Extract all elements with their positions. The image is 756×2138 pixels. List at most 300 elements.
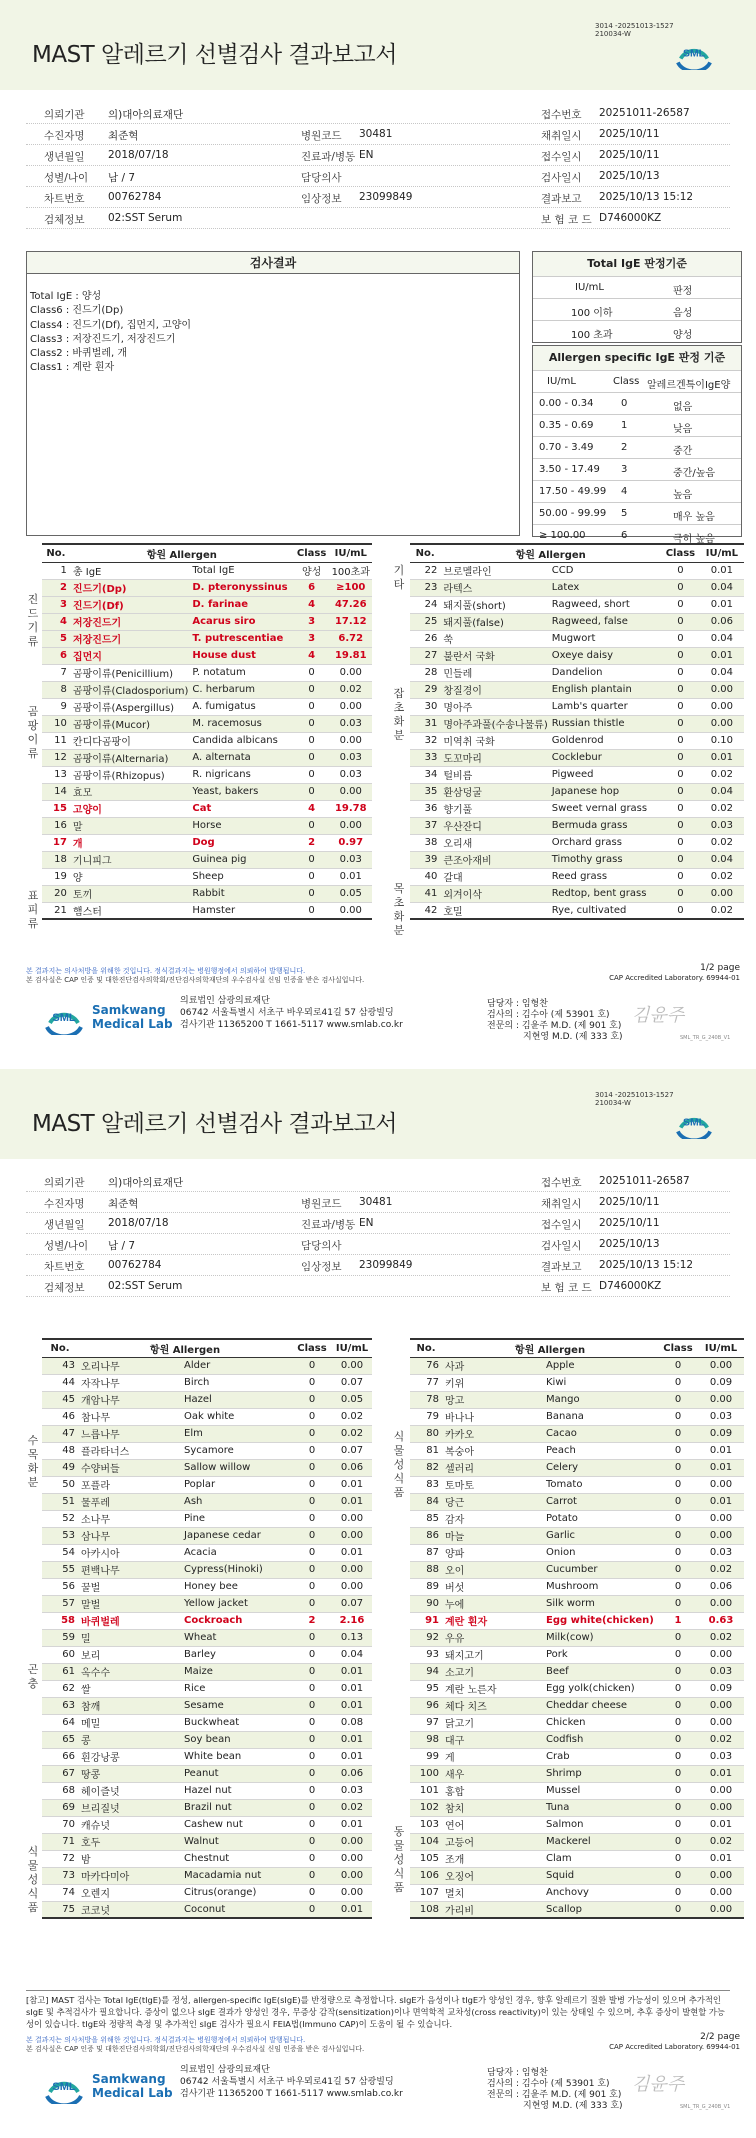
allergen-en: Cacao [544,1425,658,1442]
allergen-kr: 곰팡이류(Rhizopus) [70,766,190,783]
total-ige-criteria: Total IgE 판정기준 IU/mL 판정 100 이하 음성 100 초과 양성 [532,251,742,343]
allergen-kr: 누에 [442,1595,544,1612]
allergen-class: 0 [661,783,700,800]
allergen-no: 34 [410,766,440,783]
allergen-no: 71 [42,1833,78,1850]
info-value: 2025/10/11 [599,1217,660,1229]
table-row [42,630,372,647]
allergen-class: 0 [658,1595,698,1612]
allergen-kr: 라텍스 [440,579,549,596]
info-value: 2025/10/13 15:12 [599,1259,694,1271]
allergen-no: 37 [410,817,440,834]
allergen-en: Hazel nut [182,1782,292,1799]
allergen-kr: 마카다미아 [78,1867,182,1884]
allergen-class: 2 [292,1612,332,1629]
allergen-kr: 플라타너스 [78,1442,182,1459]
allergen-iu: 0.00 [330,902,372,919]
allergen-class: 0 [658,1680,698,1697]
allergen-no: 39 [410,851,440,868]
allergen-no: 106 [410,1867,442,1884]
table-row [42,1544,372,1561]
allergen-en: Candida albicans [190,732,293,749]
allergen-no: 18 [42,851,70,868]
allergen-no: 17 [42,834,70,851]
allergen-class: 0 [292,1714,332,1731]
allergen-iu: 0.02 [698,1629,744,1646]
allergen-class: 0 [661,647,700,664]
table-row [410,613,744,630]
info-value: 2025/10/11 [599,149,660,161]
allergen-iu: 0.01 [700,749,744,766]
allergen-class: 0 [292,1442,332,1459]
info-value: D746000KZ [599,1280,662,1292]
allergen-en: Rye, cultivated [550,902,661,919]
allergen-iu: 0.02 [700,902,744,919]
table-row [410,562,744,579]
allergen-kr: 명아주 [440,698,549,715]
allergen-kr: 사과 [442,1357,544,1374]
allergen-iu: 0.01 [698,1850,744,1867]
allergen-iu: 0.03 [330,766,372,783]
table-row [42,1799,372,1816]
table-row [42,1867,372,1884]
allergen-kr: 갈대 [440,868,549,885]
info-label: 수진자명 [44,130,85,142]
table-row [410,681,744,698]
criteria-row: 0.00 - 0.34 0 없음 [533,392,741,414]
page-number: 2/2 page [700,2032,740,2042]
allergen-kr: 집먼지 [70,647,190,664]
allergen-class: 0 [661,851,700,868]
allergen-en: Shrimp [544,1765,658,1782]
allergen-iu: 0.05 [332,1391,372,1408]
patient-info [26,1171,730,1297]
criteria-row: 100 초과 양성 [533,320,741,342]
criteria-row: ≥ 100.00 6 극히 높음 [533,524,741,546]
allergen-kr: 저장진드기 [70,613,190,630]
allergen-kr: 옥수수 [78,1663,182,1680]
allergen-no: 52 [42,1510,78,1527]
report-code: 3014 -20251013-1527 210034-W [595,1091,674,1107]
allergen-kr: 땅콩 [78,1765,182,1782]
table-header-row [410,544,744,562]
allergen-en: Egg yolk(chicken) [544,1680,658,1697]
allergen-kr: 버섯 [442,1578,544,1595]
allergen-iu: 0.04 [332,1646,372,1663]
allergen-iu: 0.00 [332,1884,372,1901]
table-row [42,885,372,902]
allergen-no: 87 [410,1544,442,1561]
table-row [42,1578,372,1595]
allergen-class: 0 [658,1816,698,1833]
allergen-no: 90 [410,1595,442,1612]
allergen-kr: 망고 [442,1391,544,1408]
allergen-class: 0 [658,1850,698,1867]
table-row [42,817,372,834]
allergen-class: 1 [658,1612,698,1629]
result-line: Class1 : 계란 흰자 [30,362,115,374]
allergen-kr: 오렌지 [78,1884,182,1901]
allergen-class: 0 [294,681,330,698]
allergen-kr: 오이 [442,1561,544,1578]
allergen-iu: 0.01 [332,1476,372,1493]
allergen-no: 51 [42,1493,78,1510]
table-row [42,1714,372,1731]
allergen-kr: 햄스터 [70,902,190,919]
allergen-iu: 0.01 [332,1493,372,1510]
allergen-no: 26 [410,630,440,647]
allergen-iu: 0.00 [698,1510,744,1527]
allergen-kr: 호밀 [440,902,549,919]
group-label: 식물성식품 [27,1845,39,1914]
allergen-iu: 0.00 [698,1697,744,1714]
allergen-class: 0 [292,1748,332,1765]
signature: 김윤주 [632,1005,685,1026]
allergen-kr: 곰팡이류(Aspergillus) [70,698,190,715]
info-label: 검사일시 [541,172,582,184]
allergen-kr: 돼지고기 [442,1646,544,1663]
group-label: 동물성식품 [393,1825,405,1894]
allergen-no: 33 [410,749,440,766]
table-row [410,766,744,783]
allergen-iu: 0.00 [332,1833,372,1850]
table-row [42,579,372,596]
table-row [410,817,744,834]
svg-text:SML: SML [683,1117,705,1129]
allergen-kr: 향기풀 [440,800,549,817]
allergen-no: 64 [42,1714,78,1731]
allergen-kr: 명아주과풀(수송나물류) [440,715,549,732]
info-label: 결과보고 [541,193,582,205]
allergen-en: Ragweed, false [550,613,661,630]
table-row [42,1629,372,1646]
allergen-class: 3 [294,613,330,630]
col-iu: IU/mL [700,544,744,562]
allergen-en: Scallop [544,1901,658,1918]
allergen-class: 0 [292,1680,332,1697]
lab-address: 의료법인 삼광의료재단 06742 서울특별시 서초구 바우뫼로41길 57 삼광빌딩 검사기관 11365200 T 1661-5117 www.smlab.co.kr [180,996,403,1030]
allergen-no: 29 [410,681,440,698]
allergen-no: 27 [410,647,440,664]
allergen-en: Japanese cedar [182,1527,292,1544]
table-row [410,834,744,851]
info-label: 생년월일 [44,1219,85,1231]
table-row [410,868,744,885]
table-header-row [42,544,372,562]
allergen-kr: 미역취 국화 [440,732,549,749]
info-value: EN [359,1217,374,1229]
info-value: 2025/10/13 [599,1238,660,1250]
allergen-no: 94 [410,1663,442,1680]
allergen-no: 49 [42,1459,78,1476]
table-row [410,902,744,919]
allergen-class: 0 [658,1578,698,1595]
info-label: 접수일시 [541,1219,582,1231]
allergen-no: 11 [42,732,70,749]
report-title: MAST 알레르기 선별검사 결과보고서 [32,1111,397,1137]
info-value: 02:SST Serum [108,1280,183,1292]
allergen-class: 0 [292,1374,332,1391]
allergen-en: Goldenrod [550,732,661,749]
allergen-en: Cat [190,800,293,817]
allergen-no: 50 [42,1476,78,1493]
allergen-no: 74 [42,1884,78,1901]
allergen-table [410,543,744,920]
allergen-en: Beef [544,1663,658,1680]
allergen-en: Poplar [182,1476,292,1493]
allergen-iu: 0.02 [698,1561,744,1578]
col-no: No. [42,1339,78,1357]
patient-info [26,103,730,229]
allergen-en: Chicken [544,1714,658,1731]
allergen-iu: 0.00 [332,1561,372,1578]
table-row [410,732,744,749]
allergen-iu: 0.00 [700,715,744,732]
table-row [410,1510,744,1527]
table-row [42,1850,372,1867]
allergen-no: 28 [410,664,440,681]
allergen-no: 63 [42,1697,78,1714]
allergen-iu: 0.03 [330,715,372,732]
allergen-class: 0 [294,851,330,868]
allergen-no: 95 [410,1680,442,1697]
table-row [410,1765,744,1782]
allergen-table [410,1338,744,1919]
allergen-en: Garlic [544,1527,658,1544]
allergen-iu: 0.01 [332,1663,372,1680]
info-label: 수진자명 [44,1198,85,1210]
allergen-kr: 콩 [78,1731,182,1748]
page-number: 1/2 page [700,963,740,973]
allergen-en: Mussel [544,1782,658,1799]
allergen-en: Maize [182,1663,292,1680]
allergen-en: R. nigricans [190,766,293,783]
disclaimer: 본 결과지는 의사처방을 위해한 것입니다. 정식결과지는 병원행정에서 의뢰하여 발행됩니다. 본 검사실은 CAP 인증 및 대한진단검사의학회/진단검사의학재단의 우수검사실 신임 인증을 받은 검사실입니다. [26,2036,365,2053]
allergen-kr: 가리비 [442,1901,544,1918]
allergen-class: 0 [292,1459,332,1476]
allergen-no: 70 [42,1816,78,1833]
allergen-kr: 기니피그 [70,851,190,868]
table-row [410,1408,744,1425]
allergen-iu: 19.81 [330,647,372,664]
allergen-iu: 0.03 [330,851,372,868]
allergen-class: 0 [658,1476,698,1493]
allergen-kr: 큰조아재비 [440,851,549,868]
allergen-class: 0 [658,1442,698,1459]
allergen-kr: 흰강낭콩 [78,1748,182,1765]
col-allergen: 항원 Allergen [78,1339,292,1357]
allergen-no: 77 [410,1374,442,1391]
allergen-iu: 0.01 [700,562,744,579]
allergen-class: 0 [661,664,700,681]
allergen-en: C. herbarum [190,681,293,698]
table-row [410,1391,744,1408]
allergen-no: 86 [410,1527,442,1544]
allergen-iu: 0.01 [332,1544,372,1561]
allergen-en: Acacia [182,1544,292,1561]
col-class: Class [294,544,330,562]
allergen-kr: 대구 [442,1731,544,1748]
table-row [42,1884,372,1901]
info-label: 담당의사 [301,1240,342,1252]
table-row [42,647,372,664]
allergen-en: Dandelion [550,664,661,681]
allergen-en: Peanut [182,1765,292,1782]
table-row [42,1646,372,1663]
allergen-en: Sheep [190,868,293,885]
allergen-en: Chestnut [182,1850,292,1867]
allergen-no: 68 [42,1782,78,1799]
info-value: 23099849 [359,1259,413,1271]
sml-logo [675,34,713,70]
allergen-iu: 0.09 [698,1374,744,1391]
allergen-class: 0 [661,630,700,647]
allergen-iu: 0.10 [700,732,744,749]
allergen-class: 0 [661,800,700,817]
table-row [42,1697,372,1714]
allergen-iu: 0.03 [698,1408,744,1425]
allergen-no: 75 [42,1901,78,1918]
allergen-no: 46 [42,1408,78,1425]
info-value: 30481 [359,1196,393,1208]
allergen-kr: 셀러리 [442,1459,544,1476]
allergen-no: 7 [42,664,70,681]
allergen-class: 0 [294,715,330,732]
table-row [42,1595,372,1612]
table-row [410,1782,744,1799]
info-label: 결과보고 [541,1261,582,1273]
info-label: 생년월일 [44,151,85,163]
allergen-kr: 참깨 [78,1697,182,1714]
info-label: 접수일시 [541,151,582,163]
allergen-no: 6 [42,647,70,664]
allergen-no: 47 [42,1425,78,1442]
info-label: 임상정보 [301,1261,342,1273]
table-row [410,1442,744,1459]
allergen-no: 72 [42,1850,78,1867]
info-value: 00762784 [108,1259,162,1271]
allergen-table [42,543,372,920]
allergen-en: Hazel [182,1391,292,1408]
allergen-class: 0 [658,1510,698,1527]
table-row [42,1391,372,1408]
table-row [42,783,372,800]
table-row [42,1816,372,1833]
table-row [42,1731,372,1748]
allergen-kr: 토마토 [442,1476,544,1493]
group-label: 수목화분 [27,1434,39,1489]
col-iu: IU/mL [330,544,372,562]
allergen-en: Anchovy [544,1884,658,1901]
allergen-iu: 0.02 [330,681,372,698]
allergen-kr: 곰팡이류(Cladosporium) [70,681,190,698]
allergen-no: 92 [410,1629,442,1646]
allergen-iu: 0.00 [330,817,372,834]
allergen-en: Tuna [544,1799,658,1816]
table-row [42,1476,372,1493]
allergen-class: 0 [658,1391,698,1408]
info-label: 차트번호 [44,193,85,205]
sml-logo [675,1103,713,1139]
lab-name: Samkwang Medical Lab [92,1003,173,1031]
allergen-en: Reed grass [550,868,661,885]
allergen-no: 88 [410,1561,442,1578]
allergen-en: Walnut [182,1833,292,1850]
allergen-en: Ash [182,1493,292,1510]
allergen-iu: 0.00 [698,1867,744,1884]
allergen-kr: 느릅나무 [78,1425,182,1442]
allergen-no: 58 [42,1612,78,1629]
allergen-kr: 참치 [442,1799,544,1816]
allergen-kr: 편백나무 [78,1561,182,1578]
table-row [42,613,372,630]
table-row [410,1714,744,1731]
allergen-en: Redtop, bent grass [550,885,661,902]
allergen-iu: 0.00 [700,885,744,902]
allergen-en: Oxeye daisy [550,647,661,664]
allergen-iu: 0.00 [332,1850,372,1867]
allergen-class: 0 [292,1697,332,1714]
allergen-iu: 0.04 [700,579,744,596]
allergen-class: 0 [658,1561,698,1578]
allergen-iu: 0.63 [698,1612,744,1629]
report-header [0,0,756,90]
allergen-iu: 17.12 [330,613,372,630]
allergen-no: 24 [410,596,440,613]
allergen-class: 4 [294,800,330,817]
allergen-kr: 외겨이삭 [440,885,549,902]
allergen-no: 10 [42,715,70,732]
table-row [410,1493,744,1510]
table-row [410,596,744,613]
allergen-no: 55 [42,1561,78,1578]
info-value: 남 / 7 [108,1240,136,1252]
allergen-class: 0 [658,1714,698,1731]
allergen-kr: 곰팡이류(Penicillium) [70,664,190,681]
table-row [42,1510,372,1527]
col-iu: IU/mL [332,1339,372,1357]
allergen-no: 65 [42,1731,78,1748]
allergen-no: 43 [42,1357,78,1374]
allergen-en: Macadamia nut [182,1867,292,1884]
allergen-en: Rabbit [190,885,293,902]
table-row [410,1357,744,1374]
allergen-class: 0 [294,698,330,715]
allergen-en: Potato [544,1510,658,1527]
allergen-iu: 0.01 [332,1748,372,1765]
allergen-no: 81 [410,1442,442,1459]
info-row [26,145,730,166]
info-label: 보 험 코 드 [541,1282,592,1294]
allergen-en: Onion [544,1544,658,1561]
criteria-row: 0.35 - 0.69 1 낮음 [533,414,741,436]
allergen-iu: 0.00 [698,1476,744,1493]
allergen-table [42,1338,372,1919]
info-label: 검체정보 [44,1282,85,1294]
allergen-kr: 수양버들 [78,1459,182,1476]
allergen-en: Rice [182,1680,292,1697]
allergen-no: 91 [410,1612,442,1629]
allergen-en: Mugwort [550,630,661,647]
allergen-en: Wheat [182,1629,292,1646]
allergen-no: 80 [410,1425,442,1442]
allergen-iu: 0.01 [698,1765,744,1782]
allergen-en: Crab [544,1748,658,1765]
allergen-iu: 0.07 [332,1442,372,1459]
table-row [410,1901,744,1918]
allergen-en: Brazil nut [182,1799,292,1816]
allergen-en: Banana [544,1408,658,1425]
